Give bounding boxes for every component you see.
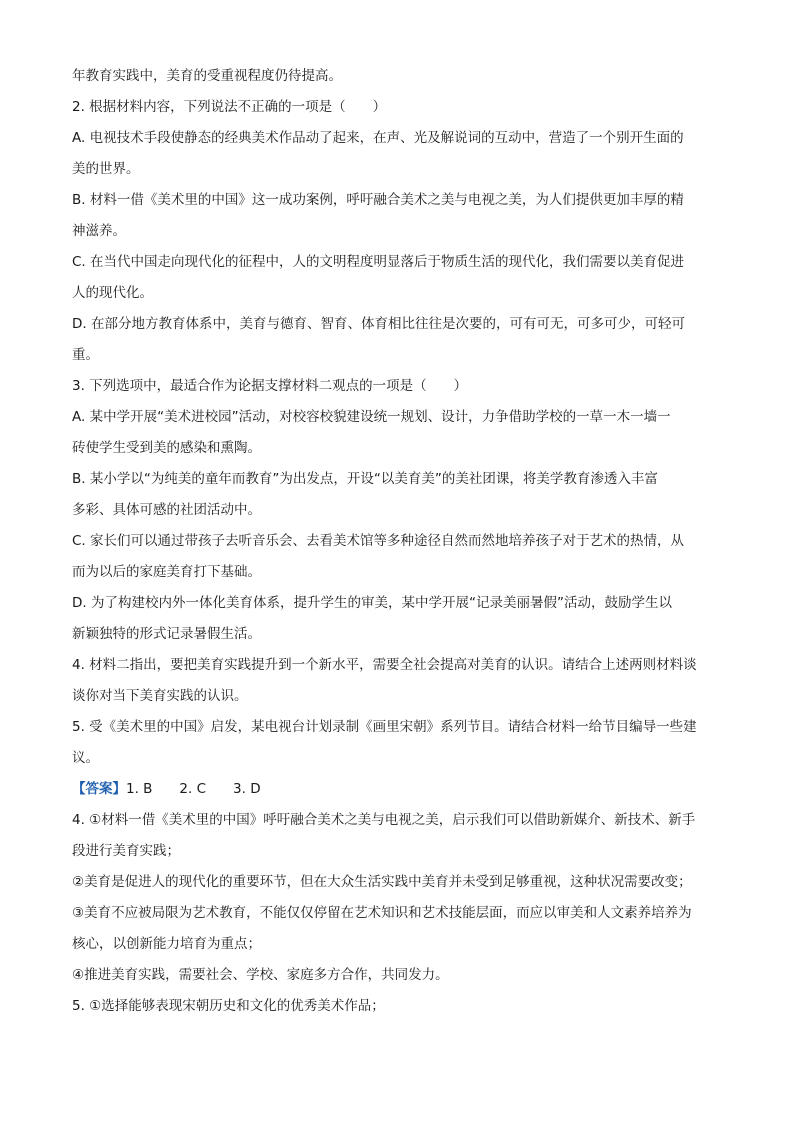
answer-tag: 【答案】 [72,781,126,797]
answer-4-line-1: 4. ①材料一借《美术里的中国》呼吁融合美术之美与电视之美，启示我们可以借助新媒介、新技术、新手 [72,812,696,828]
answer-4-line-2: 段进行美育实践； [72,843,180,859]
question-2-option-d: D. 在部分地方教育体系中，美育与德育、智育、体育相比往往是次要的，可有可无，可多可少，可轻可 [72,316,685,332]
question-5-stem: 5. 受《美术里的中国》启发，某电视台计划录制《画里宋朝》系列节目。请结合材料一给节目编导一些建 [72,719,697,735]
answer-5-line-1: 5. ①选择能够表现宋朝历史和文化的优秀美术作品； [72,998,385,1014]
question-4-stem-cont: 谈你对当下美育实践的认识。 [72,688,248,704]
question-3-option-b: B. 某小学以“为纯美的童年而教育”为出发点，开设“以美育美”的美社团课，将美学教育渗透入丰富 [72,471,658,487]
answer-line [72,774,724,805]
question-3-option-d: D. 为了构建校内外一体化美育体系，提升学生的审美，某中学开展“记录美丽暑假”活动，鼓励学生以 [72,595,672,611]
question-3-option-a: A. 某中学开展“美术进校园”活动，对校容校貌建设统一规划、设计，力争借助学校的一草一木一墙一 [72,409,671,425]
question-2-option-c: C. 在当代中国走向现代化的征程中，人的文明程度明显落后于物质生活的现代化，我们需要以美育促进 [72,254,685,270]
question-2-option-d-cont: 重。 [72,347,99,363]
question-5-stem-cont: 议。 [72,750,99,766]
question-2-option-a-cont: 美的世界。 [72,161,140,177]
question-2-option-b-cont: 神滋养。 [72,223,126,239]
question-3-option-c-cont: 而为以后的家庭美育打下基础。 [72,564,261,580]
question-3-option-c: C. 家长们可以通过带孩子去听音乐会、去看美术馆等多种途径自然而然地培养孩子对于艺术的热情，从 [72,533,685,549]
answer-4-line-6: ④推进美育实践，需要社会、学校、家庭多方合作，共同发力。 [72,967,449,983]
question-3-option-a-cont: 砖使学生受到美的感染和熏陶。 [72,440,261,456]
answer-4-line-3: ②美育是促进人的现代化的重要环节，但在大众生活实践中美育并未受到足够重视，这种状况需要改变； [72,874,692,890]
answer-4-line-4: ③美育不应被局限为艺术教育，不能仅仅停留在艺术知识和艺术技能层面，而应以审美和人文素养培养为 [72,905,692,921]
document-page [72,61,724,1022]
question-3-option-b-cont: 多彩、具体可感的社团活动中。 [72,502,261,518]
question-2-option-b: B. 材料一借《美术里的中国》这一成功案例，呼吁融合美术之美与电视之美，为人们提供更加丰厚的精 [72,192,684,208]
answer-values: 1. B 2. C 3. D [126,781,261,797]
question-3-option-d-cont: 新颖独特的形式记录暑假生活。 [72,626,261,642]
answer-4-line-5: 核心，以创新能力培育为重点； [72,936,261,952]
question-3-stem: 3. 下列选项中，最适合作为论据支撑材料二观点的一项是（ ） [72,378,468,394]
intro-line: 年教育实践中，美育的受重视程度仍待提高。 [72,68,342,84]
question-2-option-a: A. 电视技术手段使静态的经典美术作品动了起来，在声、光及解说词的互动中，营造了一个别开生面的 [72,130,684,146]
question-4-stem: 4. 材料二指出，要把美育实践提升到一个新水平，需要全社会提高对美育的认识。请结合上述两则材料谈 [72,657,697,673]
question-2-option-c-cont: 人的现代化。 [72,285,153,301]
question-2-stem: 2. 根据材料内容，下列说法不正确的一项是（ ） [72,99,387,115]
